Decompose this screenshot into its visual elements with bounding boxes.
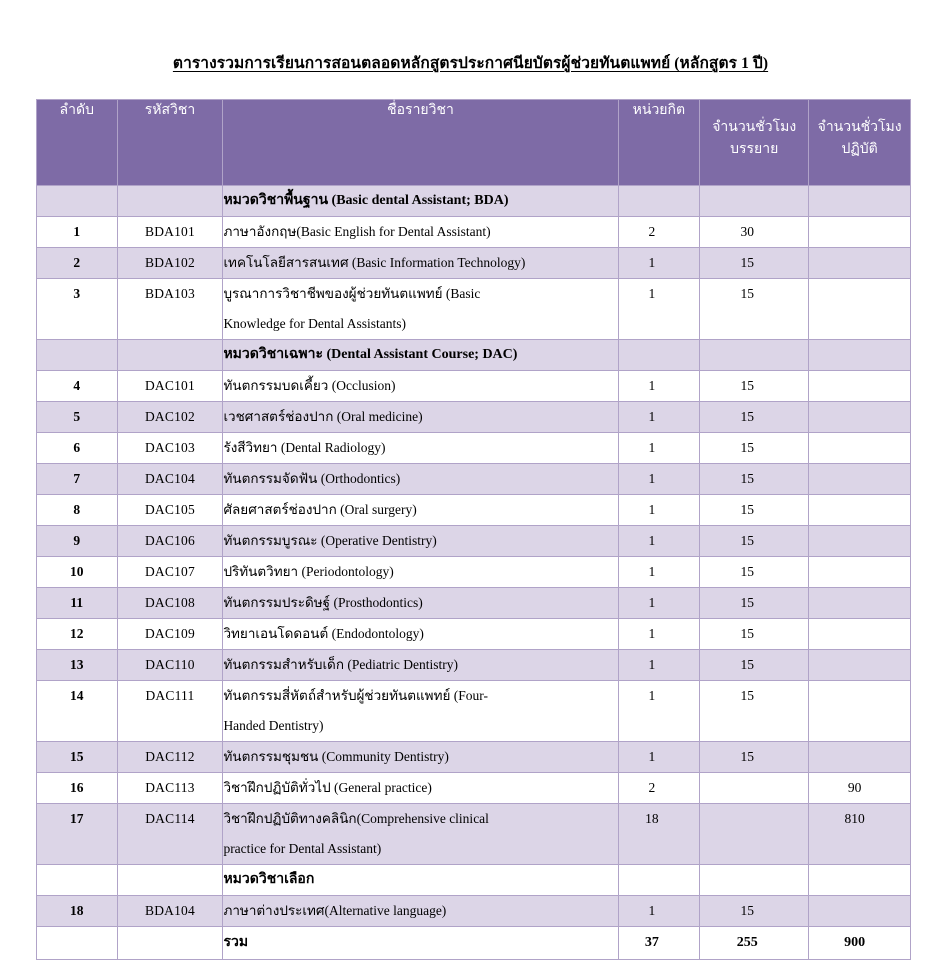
cell-practice-hours bbox=[809, 865, 911, 896]
cell-course-name-line1: ทันตกรรมสี่หัตถ์สำหรับผู้ช่วยทันตแพทย์ (Four- bbox=[223, 688, 488, 703]
cell-course-name-line2: practice for Dental Assistant) bbox=[223, 841, 382, 856]
column-header-order: ลำดับ bbox=[37, 100, 118, 186]
column-header-practice-line1: จำนวนชั่วโมง bbox=[817, 120, 902, 135]
cell-course-code: DAC102 bbox=[117, 402, 223, 433]
table-row bbox=[37, 217, 911, 248]
cell-practice-hours bbox=[809, 557, 911, 588]
cell-lecture-hours: 15 bbox=[700, 619, 809, 650]
cell-order: 14 bbox=[37, 681, 118, 742]
cell-course-name bbox=[223, 619, 618, 650]
cell-course-name-line1: ทันตกรรมบูรณะ (Operative Dentistry) bbox=[223, 533, 437, 548]
cell-credit: 1 bbox=[618, 526, 700, 557]
cell-lecture-hours bbox=[700, 804, 809, 865]
column-header-practice-hours bbox=[809, 100, 911, 186]
cell-credit: 1 bbox=[618, 495, 700, 526]
cell-lecture-hours: 15 bbox=[700, 279, 809, 340]
cell-lecture-hours: 15 bbox=[700, 742, 809, 773]
cell-order: 18 bbox=[37, 896, 118, 927]
cell-course-name bbox=[223, 865, 618, 896]
cell-course-code: DAC109 bbox=[117, 619, 223, 650]
cell-course-code: DAC108 bbox=[117, 588, 223, 619]
cell-credit: 1 bbox=[618, 248, 700, 279]
cell-practice-hours bbox=[809, 495, 911, 526]
cell-credit bbox=[618, 186, 700, 217]
cell-course-name-line1: หมวดวิชาเฉพาะ (Dental Assistant Course; DAC) bbox=[223, 347, 518, 362]
column-header-code: รหัสวิชา bbox=[117, 100, 223, 186]
cell-course-code bbox=[117, 186, 223, 217]
cell-lecture-hours: 15 bbox=[700, 371, 809, 402]
cell-order: 6 bbox=[37, 433, 118, 464]
cell-practice-hours bbox=[809, 681, 911, 742]
cell-credit: 1 bbox=[618, 742, 700, 773]
table-row bbox=[37, 804, 911, 865]
page-title: ตารางรวมการเรียนการสอนตลอดหลักสูตรประกาศนียบัตรผู้ช่วยทันตแพทย์ (หลักสูตร 1 ปี) bbox=[172, 55, 769, 72]
cell-credit bbox=[618, 865, 700, 896]
column-header-credit: หน่วยกิต bbox=[618, 100, 700, 186]
cell-course-name-line1: รวม bbox=[223, 935, 249, 950]
table-section-row bbox=[37, 865, 911, 896]
cell-order: 15 bbox=[37, 742, 118, 773]
table-section-row bbox=[37, 186, 911, 217]
cell-course-name bbox=[223, 526, 618, 557]
cell-lecture-hours: 15 bbox=[700, 433, 809, 464]
cell-practice-hours bbox=[809, 402, 911, 433]
cell-course-name-line2: Handed Dentistry) bbox=[223, 718, 324, 733]
cell-order: 12 bbox=[37, 619, 118, 650]
table-row bbox=[37, 495, 911, 526]
table-header bbox=[37, 100, 911, 186]
table-row bbox=[37, 402, 911, 433]
cell-course-name bbox=[223, 742, 618, 773]
cell-lecture-hours bbox=[700, 865, 809, 896]
cell-course-name-line1: หมวดวิชาพื้นฐาน (Basic dental Assistant; BDA) bbox=[223, 193, 509, 208]
cell-lecture-hours: 255 bbox=[700, 927, 809, 960]
cell-credit: 37 bbox=[618, 927, 700, 960]
cell-course-name bbox=[223, 650, 618, 681]
cell-order: 4 bbox=[37, 371, 118, 402]
cell-course-name-line1: ปริทันตวิทยา (Periodontology) bbox=[223, 564, 394, 579]
cell-practice-hours: 810 bbox=[809, 804, 911, 865]
curriculum-table bbox=[36, 99, 911, 960]
cell-credit bbox=[618, 340, 700, 371]
cell-course-name-line1: วิชาฝึกปฏิบัติทั่วไป (General practice) bbox=[223, 780, 432, 795]
cell-order: 17 bbox=[37, 804, 118, 865]
cell-course-name bbox=[223, 464, 618, 495]
cell-course-name-line1: ทันตกรรมชุมชน (Community Dentistry) bbox=[223, 749, 449, 764]
cell-practice-hours bbox=[809, 526, 911, 557]
cell-lecture-hours: 15 bbox=[700, 402, 809, 433]
table-row bbox=[37, 896, 911, 927]
cell-course-code: BDA102 bbox=[117, 248, 223, 279]
cell-lecture-hours: 30 bbox=[700, 217, 809, 248]
cell-credit: 2 bbox=[618, 773, 700, 804]
table-row bbox=[37, 588, 911, 619]
cell-lecture-hours: 15 bbox=[700, 896, 809, 927]
cell-course-name-line1: ภาษาอังกฤษ(Basic English for Dental Assistant) bbox=[223, 224, 491, 239]
table-row bbox=[37, 526, 911, 557]
cell-practice-hours bbox=[809, 742, 911, 773]
cell-order: 16 bbox=[37, 773, 118, 804]
cell-course-code: DAC111 bbox=[117, 681, 223, 742]
cell-course-name-line1: ทันตกรรมสำหรับเด็ก (Pediatric Dentistry) bbox=[223, 657, 458, 672]
table-section-row bbox=[37, 340, 911, 371]
cell-course-name bbox=[223, 186, 618, 217]
table-row bbox=[37, 619, 911, 650]
table-row bbox=[37, 464, 911, 495]
cell-course-code bbox=[117, 865, 223, 896]
table-row bbox=[37, 248, 911, 279]
cell-course-code: DAC110 bbox=[117, 650, 223, 681]
cell-practice-hours: 900 bbox=[809, 927, 911, 960]
cell-practice-hours bbox=[809, 279, 911, 340]
cell-practice-hours: 90 bbox=[809, 773, 911, 804]
curriculum-table-container bbox=[36, 99, 911, 960]
cell-order: 5 bbox=[37, 402, 118, 433]
cell-practice-hours bbox=[809, 248, 911, 279]
table-row bbox=[37, 371, 911, 402]
cell-course-code: DAC101 bbox=[117, 371, 223, 402]
cell-course-name-line1: รังสีวิทยา (Dental Radiology) bbox=[223, 440, 386, 455]
cell-lecture-hours bbox=[700, 186, 809, 217]
cell-order: 10 bbox=[37, 557, 118, 588]
cell-course-name bbox=[223, 402, 618, 433]
cell-order: 7 bbox=[37, 464, 118, 495]
cell-order bbox=[37, 927, 118, 960]
cell-practice-hours bbox=[809, 340, 911, 371]
cell-course-code: BDA103 bbox=[117, 279, 223, 340]
cell-course-name bbox=[223, 495, 618, 526]
cell-course-name bbox=[223, 773, 618, 804]
cell-lecture-hours: 15 bbox=[700, 681, 809, 742]
column-header-practice-line2: ปฏิบัติ bbox=[841, 141, 878, 157]
cell-course-code bbox=[117, 927, 223, 960]
cell-credit: 1 bbox=[618, 279, 700, 340]
cell-practice-hours bbox=[809, 217, 911, 248]
cell-credit: 1 bbox=[618, 371, 700, 402]
table-header-row bbox=[37, 100, 911, 186]
cell-order: 2 bbox=[37, 248, 118, 279]
column-header-lecture-line1: จำนวนชั่วโมง bbox=[712, 120, 797, 135]
cell-course-code bbox=[117, 340, 223, 371]
cell-credit: 1 bbox=[618, 557, 700, 588]
cell-credit: 1 bbox=[618, 588, 700, 619]
cell-course-name-line1: หมวดวิชาเลือก bbox=[223, 872, 315, 887]
column-header-lecture-line2: บรรยาย bbox=[730, 141, 779, 157]
cell-order: 13 bbox=[37, 650, 118, 681]
cell-course-name-line1: วิทยาเอนโดดอนต์ (Endodontology) bbox=[223, 626, 424, 641]
cell-course-code: BDA101 bbox=[117, 217, 223, 248]
cell-order bbox=[37, 186, 118, 217]
table-body bbox=[37, 186, 911, 960]
cell-course-code: DAC114 bbox=[117, 804, 223, 865]
cell-course-name bbox=[223, 371, 618, 402]
cell-course-code: DAC105 bbox=[117, 495, 223, 526]
cell-course-code: DAC112 bbox=[117, 742, 223, 773]
cell-course-name bbox=[223, 927, 618, 960]
cell-practice-hours bbox=[809, 464, 911, 495]
cell-order: 9 bbox=[37, 526, 118, 557]
cell-order bbox=[37, 865, 118, 896]
table-row bbox=[37, 557, 911, 588]
column-header-name: ชื่อรายวิชา bbox=[223, 100, 618, 186]
cell-practice-hours bbox=[809, 588, 911, 619]
cell-order: 3 bbox=[37, 279, 118, 340]
cell-lecture-hours: 15 bbox=[700, 526, 809, 557]
cell-course-name-line1: บูรณาการวิชาชีพของผู้ช่วยทันตแพทย์ (Basic bbox=[223, 286, 481, 301]
column-header-lecture-hours bbox=[700, 100, 809, 186]
cell-order: 11 bbox=[37, 588, 118, 619]
cell-lecture-hours: 15 bbox=[700, 650, 809, 681]
table-row bbox=[37, 279, 911, 340]
cell-course-code: BDA104 bbox=[117, 896, 223, 927]
cell-course-code: DAC113 bbox=[117, 773, 223, 804]
cell-lecture-hours bbox=[700, 773, 809, 804]
cell-credit: 1 bbox=[618, 619, 700, 650]
cell-credit: 1 bbox=[618, 402, 700, 433]
table-row bbox=[37, 433, 911, 464]
cell-course-name bbox=[223, 557, 618, 588]
cell-course-name bbox=[223, 279, 618, 340]
cell-credit: 1 bbox=[618, 681, 700, 742]
cell-lecture-hours bbox=[700, 340, 809, 371]
cell-course-name-line1: ทันตกรรมประดิษฐ์ (Prosthodontics) bbox=[223, 595, 423, 610]
cell-order: 8 bbox=[37, 495, 118, 526]
table-row bbox=[37, 773, 911, 804]
cell-practice-hours bbox=[809, 650, 911, 681]
table-row bbox=[37, 742, 911, 773]
cell-credit: 18 bbox=[618, 804, 700, 865]
table-row bbox=[37, 681, 911, 742]
cell-practice-hours bbox=[809, 896, 911, 927]
cell-credit: 1 bbox=[618, 650, 700, 681]
cell-course-name-line1: ศัลยศาสตร์ช่องปาก (Oral surgery) bbox=[223, 502, 417, 517]
cell-course-name bbox=[223, 804, 618, 865]
cell-course-name bbox=[223, 217, 618, 248]
cell-order bbox=[37, 340, 118, 371]
cell-lecture-hours: 15 bbox=[700, 588, 809, 619]
cell-course-name-line2: Knowledge for Dental Assistants) bbox=[223, 316, 407, 331]
cell-course-name bbox=[223, 588, 618, 619]
cell-course-name-line1: เทคโนโลยีสารสนเทศ (Basic Information Technology) bbox=[223, 255, 526, 270]
cell-course-code: DAC107 bbox=[117, 557, 223, 588]
table-total-row bbox=[37, 927, 911, 960]
cell-course-name bbox=[223, 681, 618, 742]
cell-course-code: DAC106 bbox=[117, 526, 223, 557]
cell-course-name bbox=[223, 433, 618, 464]
table-row bbox=[37, 650, 911, 681]
cell-order: 1 bbox=[37, 217, 118, 248]
cell-credit: 1 bbox=[618, 896, 700, 927]
cell-course-name bbox=[223, 896, 618, 927]
cell-course-name bbox=[223, 340, 618, 371]
cell-practice-hours bbox=[809, 371, 911, 402]
cell-course-name bbox=[223, 248, 618, 279]
cell-course-name-line1: วิชาฝึกปฏิบัติทางคลินิก(Comprehensive clinical bbox=[223, 811, 489, 826]
cell-practice-hours bbox=[809, 619, 911, 650]
cell-credit: 1 bbox=[618, 464, 700, 495]
cell-course-name-line1: ทันตกรรมจัดฟัน (Orthodontics) bbox=[223, 471, 401, 486]
cell-course-name-line1: เวชศาสตร์ช่องปาก (Oral medicine) bbox=[223, 409, 423, 424]
cell-course-name-line1: ทันตกรรมบดเคี้ยว (Occlusion) bbox=[223, 378, 396, 393]
cell-lecture-hours: 15 bbox=[700, 464, 809, 495]
cell-practice-hours bbox=[809, 433, 911, 464]
cell-course-code: DAC103 bbox=[117, 433, 223, 464]
cell-practice-hours bbox=[809, 186, 911, 217]
cell-credit: 2 bbox=[618, 217, 700, 248]
cell-lecture-hours: 15 bbox=[700, 557, 809, 588]
cell-credit: 1 bbox=[618, 433, 700, 464]
cell-course-name-line1: ภาษาต่างประเทศ(Alternative language) bbox=[223, 903, 447, 918]
cell-lecture-hours: 15 bbox=[700, 495, 809, 526]
cell-lecture-hours: 15 bbox=[700, 248, 809, 279]
cell-course-code: DAC104 bbox=[117, 464, 223, 495]
